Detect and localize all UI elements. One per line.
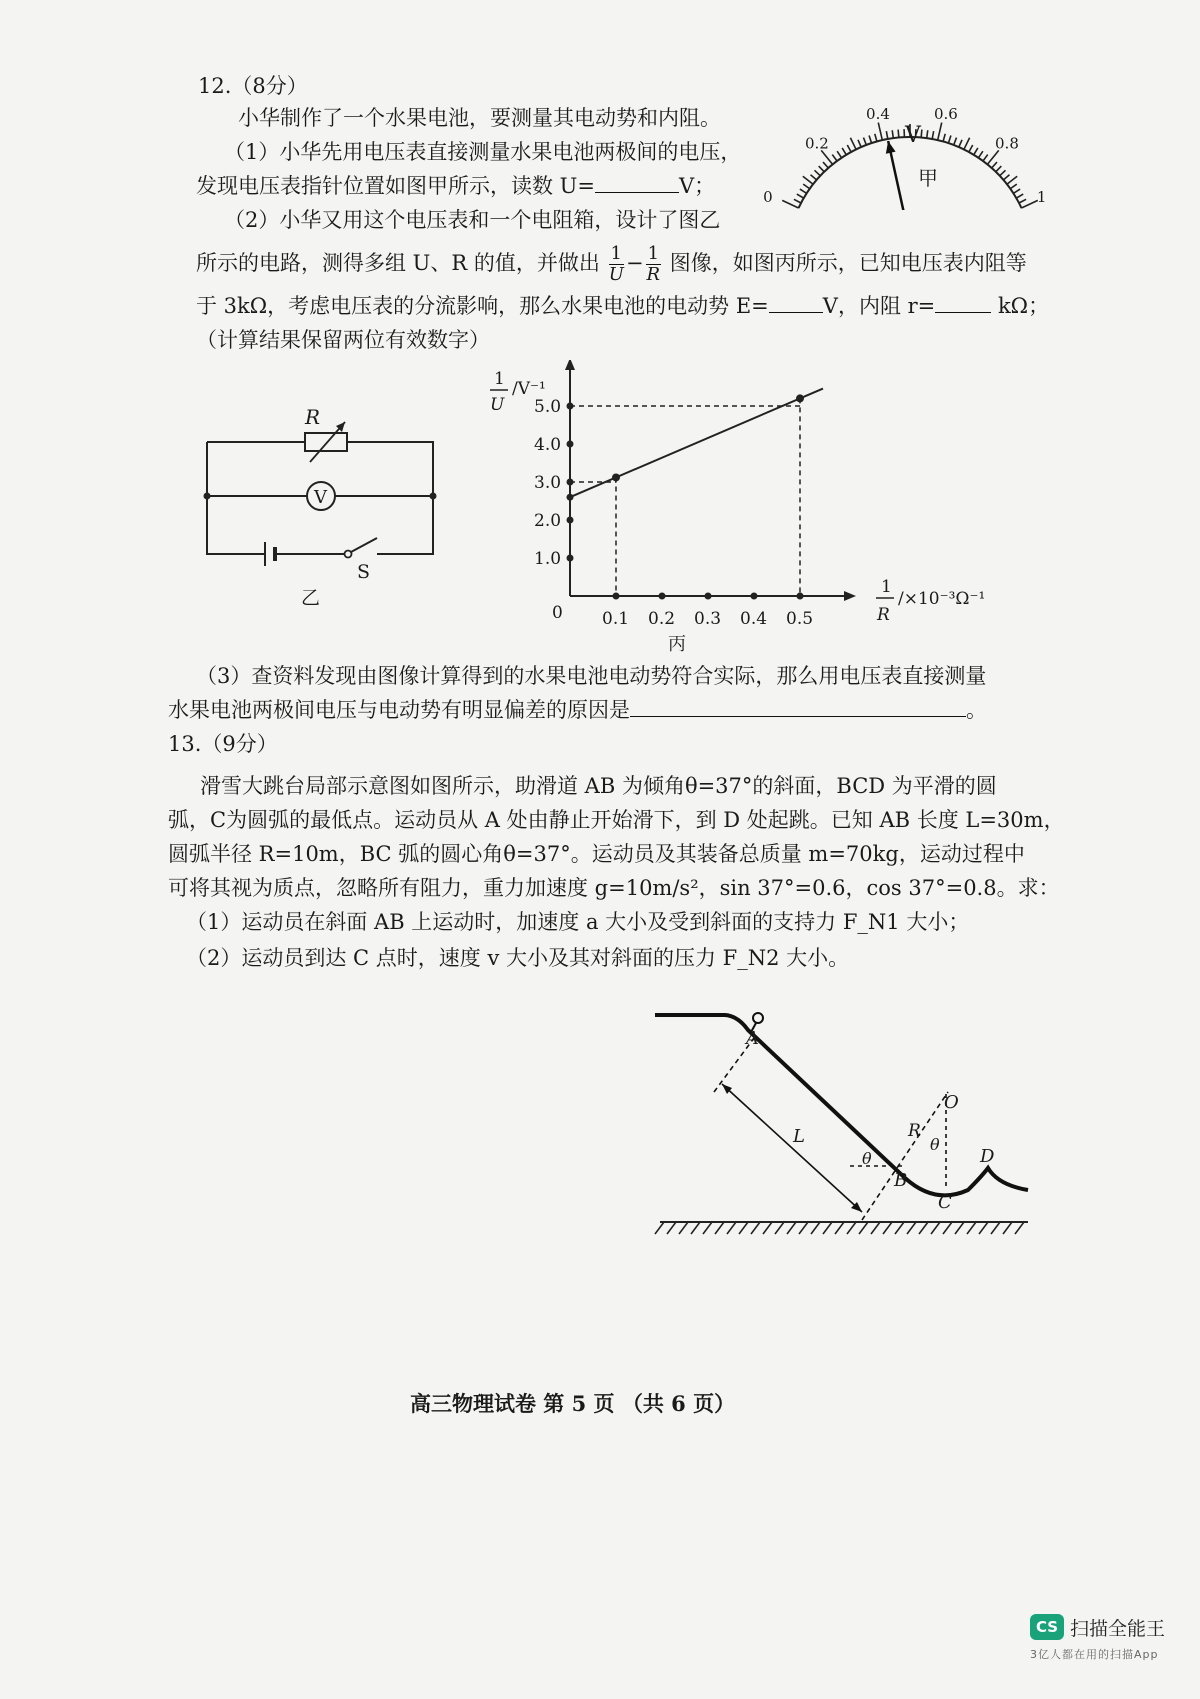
point-a-label: A — [746, 1028, 759, 1049]
q13-line2: 弧，C为圆弧的最低点。运动员从 A 处由静止开始滑下，到 D 处起跳。已知 AB 长度 L=30m， — [168, 808, 1065, 832]
meter-caption: 甲 — [918, 166, 938, 190]
q13-header: 13.（9分） — [168, 732, 278, 756]
meter-scale-label: 1 — [1036, 188, 1047, 207]
x-tick-label: 0.1 — [602, 609, 630, 629]
point-b-label: B — [894, 1170, 908, 1191]
hatch-line — [847, 1222, 856, 1234]
scanner-logo-badge: CS — [1030, 1614, 1064, 1640]
hatch-line — [967, 1222, 976, 1234]
meter-tick — [782, 200, 798, 208]
meter-tick — [1010, 184, 1017, 189]
meter-tick — [954, 138, 957, 145]
hatch-line — [775, 1222, 784, 1234]
meter-tick — [875, 134, 877, 142]
meter-tick — [898, 130, 899, 138]
meter-tick — [948, 136, 950, 144]
x-tick-label: 0.3 — [694, 609, 722, 629]
x-tick-label: 0.4 — [740, 609, 768, 629]
x-axis-arrow — [844, 591, 856, 601]
hatch-line — [811, 1222, 820, 1234]
ski-track — [655, 1015, 1028, 1195]
hatch-line — [691, 1222, 700, 1234]
y-tick-label: 1.0 — [534, 549, 562, 569]
circuit-caption: 乙 — [301, 587, 321, 609]
meter-tick — [819, 166, 825, 172]
meter-tick — [1000, 170, 1006, 175]
y-tick-mark — [567, 441, 574, 448]
meter-tick — [850, 138, 856, 150]
meter-tick — [797, 194, 804, 198]
hatch-line — [727, 1222, 736, 1234]
q13-part2: （2）运动员到达 C 点时，速度 v 大小及其对斜面的压力 F_N2 大小。 — [186, 946, 850, 970]
resistor-label: R — [305, 405, 321, 429]
meter-tick — [869, 136, 871, 144]
meter-tick — [992, 162, 997, 168]
switch-label: S — [357, 561, 371, 583]
meter-tick — [858, 140, 861, 147]
x-axis-label-unit: /×10⁻³Ω⁻¹ — [898, 589, 986, 609]
fit-line — [570, 389, 823, 498]
answer-blank-u[interactable] — [595, 172, 679, 193]
skier-icon — [753, 1013, 763, 1023]
page-footer: 高三物理试卷 第 5 页 （共 6 页） — [410, 1391, 736, 1416]
y-axis-label-num: 1 — [494, 369, 505, 389]
q12-part2-text-b: 图像，如图丙所示，已知电压表内阻等 — [669, 251, 1027, 275]
length-l-arrow — [722, 1084, 862, 1212]
q13-line3: 圆弧半径 R=10m，BC 弧的圆心角θ=37°。运动员及其装备总质量 m=70kg，运动过程中 — [168, 842, 1025, 866]
scanner-app-title: 扫描全能王 — [1070, 1618, 1166, 1640]
answer-blank-r[interactable] — [935, 292, 991, 313]
meter-tick — [823, 162, 828, 168]
hatch-line — [859, 1222, 868, 1234]
q12-part2-text-d: V，内阻 r= — [822, 294, 936, 318]
meter-tick — [837, 151, 841, 158]
q12-part1-line2 — [196, 172, 715, 200]
x-tick-mark — [705, 593, 712, 600]
angle-theta-b-label: θ — [862, 1149, 872, 1168]
q12-part2-line2 — [196, 238, 1027, 288]
meter-symbol: V — [905, 123, 921, 148]
fraction-1-over-u: $\frac{1}{U}$ — [608, 243, 624, 285]
x-axis-label-num: 1 — [881, 577, 892, 597]
hatch-line — [739, 1222, 748, 1234]
meter-tick — [1021, 200, 1037, 208]
hatch-line — [799, 1222, 808, 1234]
q12-part1-line1: （1）小华先用电压表直接测量水果电池两极间的电压， — [224, 140, 742, 164]
meter-tick — [983, 155, 988, 161]
q12-part2-text-a: 所示的电路，测得多组 U、R 的值，并做出 — [196, 251, 600, 275]
y-tick-mark — [567, 555, 574, 562]
angle-theta-o-label: θ — [930, 1135, 940, 1154]
chart-caption: 丙 — [668, 634, 686, 655]
meter-tick — [892, 130, 893, 138]
meter-tick — [803, 184, 810, 189]
hatch-line — [1003, 1222, 1012, 1234]
hatch-line — [931, 1222, 940, 1234]
radius-ob — [862, 1092, 948, 1220]
meter-scale-label: 0.8 — [995, 134, 1019, 153]
scanner-app-subtitle: 3亿人都在用的扫描App — [1030, 1648, 1159, 1661]
voltmeter-label: V — [314, 487, 327, 508]
y-intercept-point — [567, 494, 574, 501]
meter-tick — [832, 155, 837, 161]
meter-tick — [932, 131, 933, 139]
graph-1-over-u-vs-1-over-r — [480, 360, 1020, 660]
hatch-line — [991, 1222, 1000, 1234]
meter-tick — [886, 131, 887, 139]
q13-line1: 滑雪大跳台局部示意图如图所示，助滑道 AB 为倾角θ=37°的斜面，BCD 为平滑的圆 — [200, 774, 997, 798]
length-l-label: L — [793, 1126, 805, 1147]
meter-tick — [978, 151, 982, 158]
meter-tick — [800, 189, 807, 193]
q12-part3-text: 水果电池两极间电压与电动势有明显偏差的原因是 — [168, 698, 630, 722]
answer-blank-reason[interactable] — [630, 696, 966, 717]
meter-tick — [1003, 175, 1009, 180]
meter-tick — [794, 199, 801, 203]
hatch-line — [763, 1222, 772, 1234]
q12-part3-line2 — [168, 696, 987, 724]
meter-scale-labels — [763, 105, 1046, 206]
q12-part2-text-c: 于 3kΩ，考虑电压表的分流影响，那么水果电池的电动势 E= — [196, 294, 769, 318]
point-c-label: C — [938, 1192, 952, 1213]
q12-part2-line3 — [196, 292, 1049, 320]
hatch-line — [1015, 1222, 1024, 1234]
y-tick-label: 4.0 — [534, 435, 562, 455]
meter-tick — [964, 138, 970, 150]
q13-line4: 可将其视为质点，忽略所有阻力，重力加速度 g=10m/s²，sin 37°=0.6，cos 37°=0.8。求： — [168, 876, 1060, 900]
y-tick-label: 3.0 — [534, 473, 562, 493]
meter-tick — [863, 138, 866, 145]
meter-tick — [803, 176, 813, 184]
y-tick-label: 5.0 — [534, 397, 562, 417]
data-point — [796, 394, 804, 402]
hatch-line — [751, 1222, 760, 1234]
meter-tick — [811, 175, 817, 180]
meter-tick — [878, 123, 882, 141]
x-tick-label: 0.2 — [648, 609, 676, 629]
hatch-line — [871, 1222, 880, 1234]
meter-scale-label: 0.6 — [933, 104, 958, 123]
hatch-line — [787, 1222, 796, 1234]
meter-tick — [1013, 189, 1020, 193]
hatch-line — [883, 1222, 892, 1234]
meter-tick — [815, 170, 821, 175]
meter-scale-label: 0.4 — [866, 104, 890, 123]
circuit-diagram — [195, 400, 455, 610]
y-tick-label: 2.0 — [534, 511, 562, 531]
meter-scale-label: 0 — [763, 188, 773, 207]
hatch-line — [943, 1222, 952, 1234]
ground-hatching — [655, 1222, 1024, 1234]
y-axis-label-den: U — [490, 395, 505, 415]
hatch-line — [955, 1222, 964, 1234]
meter-tick — [943, 134, 945, 142]
answer-blank-e[interactable] — [769, 292, 823, 313]
q12-part2-note: （计算结果保留两位有效数字） — [196, 328, 490, 352]
hatch-line — [895, 1222, 904, 1234]
meter-tick — [842, 148, 846, 155]
meter-tick — [921, 130, 922, 138]
hatch-line — [907, 1222, 916, 1234]
point-o-label: O — [944, 1092, 959, 1113]
x-tick-mark — [751, 593, 758, 600]
y-tick-mark — [567, 517, 574, 524]
voltmeter-dial-figure — [740, 60, 1080, 210]
q13-part1: （1）运动员在斜面 AB 上运动时，加速度 a 大小及受到斜面的支持力 F_N1 大小； — [186, 910, 970, 934]
meter-tick — [1007, 176, 1017, 184]
meter-tick — [974, 148, 978, 155]
point-d-label: D — [980, 1146, 995, 1167]
q12-part3-end: 。 — [966, 698, 987, 722]
meter-scale-label: 0.2 — [804, 134, 829, 153]
q12-part1-unit: V； — [678, 174, 716, 198]
meter-tick — [1016, 194, 1023, 198]
meter-tick — [1019, 199, 1026, 203]
hatch-line — [979, 1222, 988, 1234]
q12-part3-line1: （3）查资料发现由图像计算得到的水果电池电动势符合实际，那么用电压表直接测量 — [196, 664, 987, 688]
meter-tick — [938, 123, 942, 141]
hatch-line — [715, 1222, 724, 1234]
meter-tick — [969, 145, 973, 152]
hatch-line — [667, 1222, 676, 1234]
q12-part2-unit: kΩ； — [997, 294, 1050, 318]
data-point — [612, 473, 620, 481]
radius-r-label: R — [908, 1121, 921, 1141]
hatch-line — [823, 1222, 832, 1234]
x-tick-label: 0.5 — [786, 609, 814, 629]
meter-tick — [927, 130, 928, 138]
variable-resistor — [305, 433, 347, 451]
hatch-line — [655, 1222, 664, 1234]
fraction-1-over-r: $\frac{1}{R}$ — [646, 243, 661, 285]
meter-tick — [996, 166, 1002, 172]
y-axis-arrow — [565, 360, 575, 370]
q12-intro: 小华制作了一个水果电池，要测量其电动势和内阻。 — [238, 106, 721, 130]
meter-tick — [959, 140, 962, 147]
x-tick-mark — [659, 593, 666, 600]
q12-header: 12.（8分） — [198, 74, 308, 98]
chart-origin-label: 0 — [552, 603, 563, 623]
y-axis-label-unit: /V⁻¹ — [512, 379, 546, 399]
minus-sign: − — [626, 251, 644, 275]
switch — [345, 551, 352, 558]
q12-part2-line1: （2）小华又用这个电压表和一个电阻箱，设计了图乙 — [224, 208, 721, 232]
q12-part1-text: 发现电压表指针位置如图甲所示，读数 U= — [196, 174, 595, 198]
hatch-line — [919, 1222, 928, 1234]
hatch-line — [679, 1222, 688, 1234]
meter-tick — [847, 145, 851, 152]
hatch-line — [835, 1222, 844, 1234]
hatch-line — [703, 1222, 712, 1234]
x-axis-label-den: R — [877, 605, 890, 625]
ski-jump-diagram — [650, 1000, 1040, 1250]
